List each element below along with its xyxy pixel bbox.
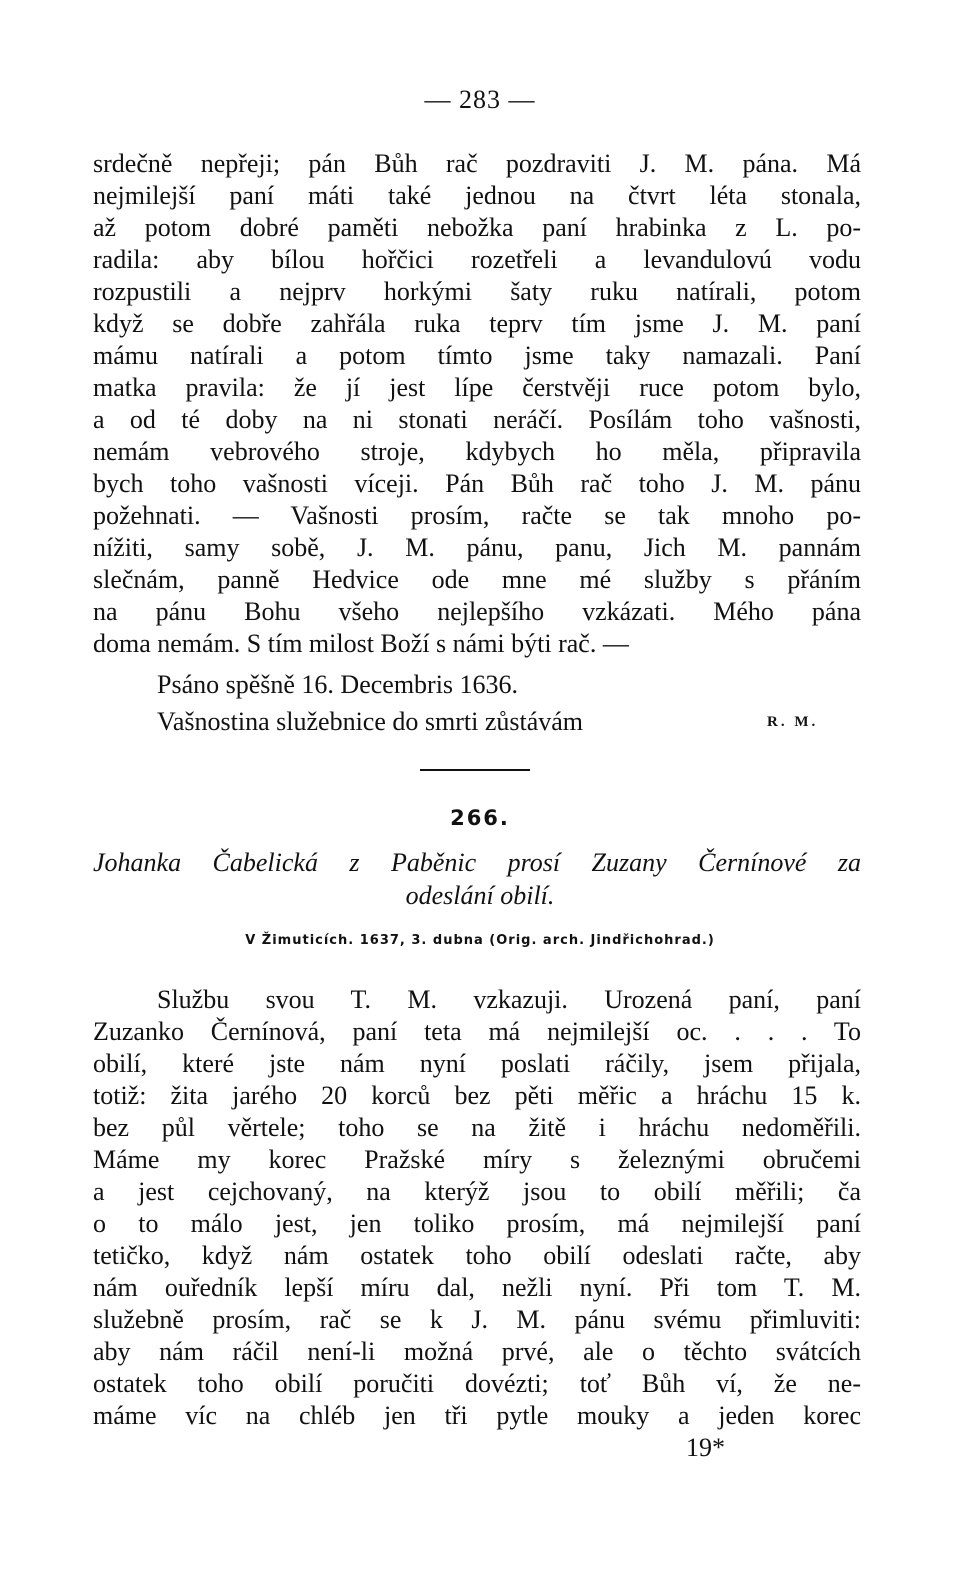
letter-line: požehnati. — Vašnosti prosím, račte se tak mnoho po-: [93, 501, 861, 530]
document-line: totiž: žita jarého 20 korců bez pěti měřic a hráchu 15 k.: [93, 1081, 861, 1110]
letter-line: mámu natírali a potom tímto jsme taky namazali. Paní: [93, 341, 861, 370]
letter-line: a od té doby na ni stonati neráčí. Posílám toho vašnosti,: [93, 405, 861, 434]
letter-line: nížiti, samy sobě, J. M. pánu, panu, Jich M. pannám: [93, 533, 861, 562]
document-line: nám ouředník lepší míru dal, nežli nyní. Při tom T. M.: [93, 1273, 861, 1302]
document-number: 266.: [450, 806, 510, 830]
letter-line: matka pravila: že jí jest lípe čerstvěji ruce potom bylo,: [93, 373, 861, 402]
document-line: bez půl věrtele; toho se na žitě i hráchu nedoměřili.: [93, 1113, 861, 1142]
letter-line: srdečně nepřeji; pán Bůh rač pozdraviti J. M. pána. Má: [93, 149, 861, 178]
letter-line: nejmilejší paní máti také jednou na čtvrt léta stonala,: [93, 181, 861, 210]
document-line: Službu svou T. M. vzkazuji. Urozená paní, paní: [157, 985, 861, 1014]
letter-line: nemám vebrového stroje, kdybych ho měla, připravila: [93, 437, 861, 466]
letter-line: radila: aby bílou hořčici rozetřeli a levandulovú vodu: [93, 245, 861, 274]
document-line: Máme my korec Pražské míry s železnými obručemi: [93, 1145, 861, 1174]
document-line: Zuzanko Černínová, paní teta má nejmilejší oc. . . . To: [93, 1017, 861, 1046]
section-divider: [420, 769, 530, 771]
letter-signature: R. M.: [767, 714, 819, 730]
letter-closing: Vašnostina služebnice do smrti zůstávám: [157, 707, 584, 736]
document-line: a jest cejchovaný, na kterýž jsou to obilí měřili; ča: [93, 1177, 861, 1206]
letter-line: rozpustili a nejprv horkými šaty ruku natírali, potom: [93, 277, 861, 306]
letter-line: na pánu Bohu všeho nejlepšího vzkázati. Mého pána: [93, 597, 861, 626]
letter-line: bych toho vašnosti víceji. Pán Bůh rač toho J. M. pánu: [93, 469, 861, 498]
signature-mark: 19*: [686, 1433, 725, 1462]
letter-line: když se dobře zahřála ruka teprv tím jsme J. M. paní: [93, 309, 861, 338]
document-source: V Žimuticích. 1637, 3. dubna (Orig. arch. Jindřichohrad.): [245, 933, 715, 948]
letter-line: až potom dobré paměti nebožka paní hrabinka z L. po-: [93, 213, 861, 242]
letter-line: slečnám, panně Hedvice ode mne mé služby s přáním: [93, 565, 861, 594]
document-line: služebně prosím, rač se k J. M. pánu svému přimluviti:: [93, 1305, 861, 1334]
page-number: — 283 —: [424, 85, 536, 114]
document-line: obilí, které jste nám nyní poslati ráčily, jsem přijala,: [93, 1049, 861, 1078]
document-line: ostatek toho obilí poručiti dovézti; toť Bůh ví, že ne-: [93, 1369, 861, 1398]
document-heading-continued: odeslání obilí.: [405, 881, 555, 910]
document-line: o to málo jest, jen toliko prosím, má nejmilejší paní: [93, 1209, 861, 1238]
letter-line: doma nemám. S tím milost Boží s námi býti rač. —: [93, 629, 629, 658]
letter-date: Psáno spěšně 16. Decembris 1636.: [157, 670, 519, 699]
document-line: tetičko, když nám ostatek toho obilí odeslati račte, aby: [93, 1241, 861, 1270]
document-line: máme víc na chléb jen tři pytle mouky a jeden korec: [93, 1401, 861, 1430]
document-line: aby nám ráčil není-li možná prvé, ale o těchto svátcích: [93, 1337, 861, 1366]
document-heading: Johanka Čabelická z Paběnic prosí Zuzany Černínové za: [93, 848, 861, 877]
